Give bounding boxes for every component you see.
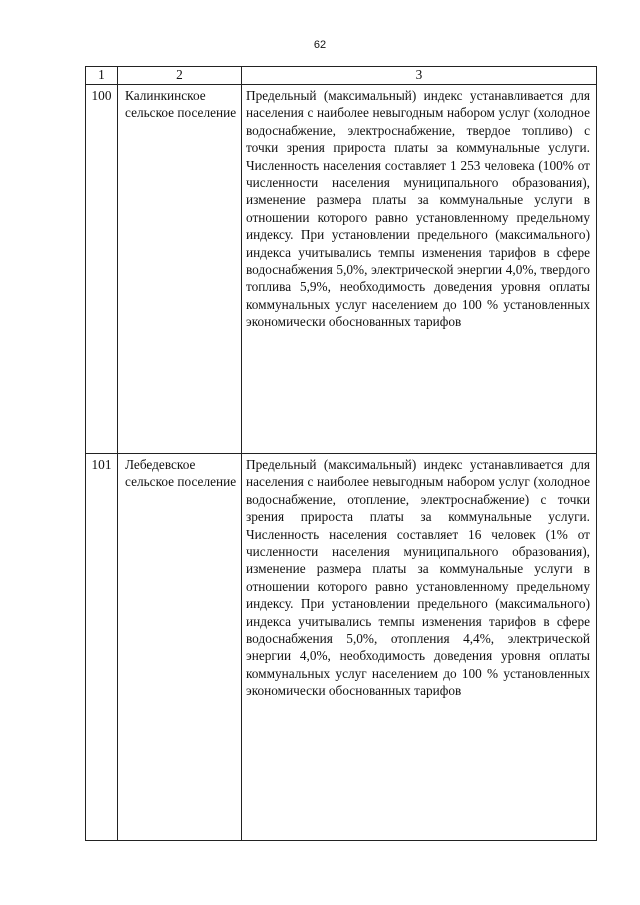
table-row	[86, 85, 597, 454]
column-header-3: 3	[242, 67, 597, 85]
index-description: Предельный (максимальный) индекс устанавливается для населения с наиболее невыгодным набором услуг (холодное водоснабжение, электроснабжение, твердое топливо) с точки зрения прироста платы за коммунальные услуги. Численность населения составляет 1 253 человека (100% от численности населения муниципального образования), изменение размера платы за коммунальные услуги в отношении которого равно установленному предельному индексу. При установлении предельного (максимального) индекса учитывались темпы изменения тарифов в сфере водоснабжения 5,0%, электрической энергии 4,0%, твердого топлива 5,9%, необходимость доведения уровня оплаты коммунальных услуг населением до 100 % установленных экономически обоснованных тарифов	[242, 85, 597, 454]
settlement-name: Калинкинское сельское поселение	[118, 85, 242, 454]
column-header-2: 2	[118, 67, 242, 85]
settlement-name: Лебедевское сельское поселение	[118, 454, 242, 841]
column-header-1: 1	[86, 67, 118, 85]
tariff-index-table	[85, 66, 597, 841]
index-description: Предельный (максимальный) индекс устанавливается для населения с наиболее невыгодным набором услуг (холодное водоснабжение, отопление, электроснабжение) с точки зрения прироста платы за коммунальные услуги. Численность населения составляет 16 человек (1% от численности населения муниципального образования), изменение размера платы за коммунальные услуги в отношении которого равно установленному предельному индексу. При установлении предельного (максимального) индекса учитывались темпы изменения тарифов в сфере водоснабжения 5,0%, отопления 4,4%, электрической энергии 4,0%, необходимость доведения уровня оплаты коммунальных услуг населением до 100 % установленных экономически обоснованных тарифов	[242, 454, 597, 841]
row-number: 100	[86, 85, 118, 454]
page-number: 62	[313, 39, 327, 51]
table-header-row	[86, 67, 597, 85]
row-number: 101	[86, 454, 118, 841]
table-row	[86, 454, 597, 841]
